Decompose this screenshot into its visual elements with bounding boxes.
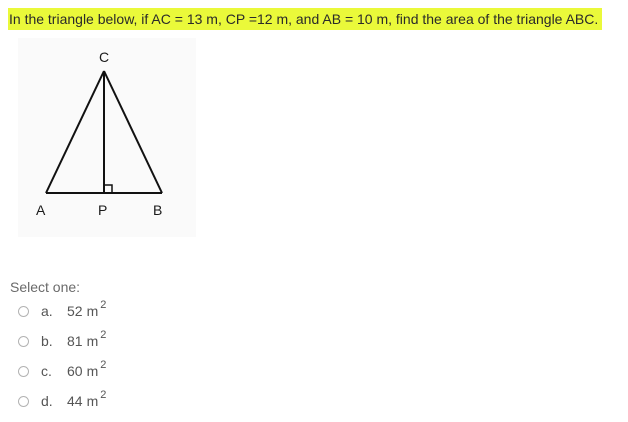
option-unit: m — [86, 393, 99, 409]
side-bc — [104, 71, 162, 193]
option-unit: m — [86, 333, 99, 349]
radio-button[interactable] — [18, 306, 29, 317]
right-angle-marker — [104, 185, 112, 193]
option-value: 52 — [67, 303, 83, 319]
vertex-label-a: A — [36, 202, 46, 218]
option-a[interactable] — [16, 301, 106, 321]
vertex-label-p: P — [98, 202, 108, 218]
question-text: In the triangle below, if AC = 13 m, CP =12 m, and AB = 10 m, find the area of the triangle ABC. — [8, 8, 602, 30]
option-letter: c. — [41, 363, 52, 379]
option-exponent: 2 — [100, 359, 107, 371]
option-b[interactable] — [16, 331, 106, 351]
option-exponent: 2 — [100, 299, 107, 311]
option-unit: m — [86, 303, 99, 319]
option-unit: m — [86, 363, 99, 379]
option-d[interactable] — [16, 391, 106, 411]
radio-button[interactable] — [18, 396, 29, 407]
radio-button[interactable] — [18, 336, 29, 347]
triangle-diagram — [18, 38, 196, 237]
triangle-figure — [18, 38, 196, 237]
side-ac — [46, 71, 104, 193]
option-c[interactable] — [16, 361, 106, 381]
option-value: 44 — [67, 393, 83, 409]
option-exponent: 2 — [100, 329, 107, 341]
option-letter: a. — [41, 303, 53, 319]
option-letter: d. — [41, 393, 53, 409]
option-exponent: 2 — [100, 389, 107, 401]
option-value: 81 — [67, 333, 83, 349]
option-letter: b. — [41, 333, 53, 349]
option-value: 60 — [67, 363, 83, 379]
radio-button[interactable] — [18, 366, 29, 377]
vertex-label-b: B — [153, 202, 163, 218]
select-one-label: Select one: — [10, 279, 81, 295]
vertex-label-c: C — [99, 49, 110, 65]
